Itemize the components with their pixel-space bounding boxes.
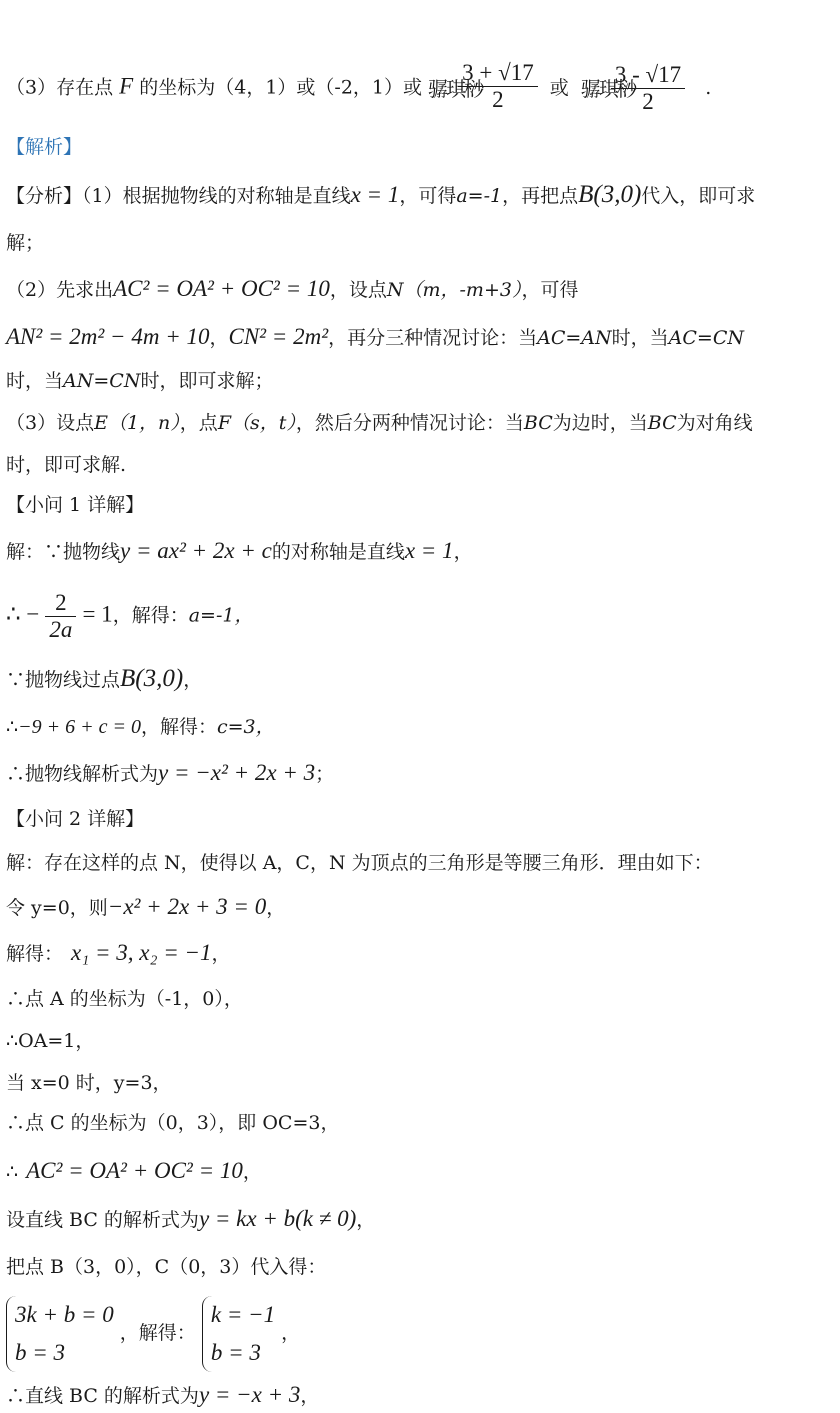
q1-step-2: ∴ − $\frac{2}{2a}$ = 1，解得：a=-1， [6,590,254,642]
q2-title: 【小问 2 详解】 [6,808,145,830]
q2-step-5: ∴OA=1， [6,1030,95,1052]
fraction-2-over-2a: $\frac{2}{2a}$ [45,590,76,643]
point-F: F [119,73,134,99]
analysis-line-2: 解； [6,232,45,254]
q2-step-11: 3k + b = 0 b = 3 ，解得： k = −1 b = 3 ， [6,1296,300,1372]
q2-step-4: ∴点 A 的坐标为（-1，0）， [6,988,243,1010]
q1-title: 【小问 1 详解】 [6,494,145,516]
q1-step-1: 解：∵抛物线y = ax² + 2x + c的对称轴是直线x = 1， [6,538,473,563]
q2-step-12: ∴直线 BC 的解析式为y = −x + 3， [6,1382,320,1407]
q1-step-4: ∴−9 + 6 + c = 0，解得：c=3， [6,716,275,738]
q1-step-3: ∵抛物线过点B(3,0)， [6,665,203,692]
fraction-minus: $\frac{3 - √17}{2}$ [611,62,685,115]
q2-step-6: 当 x=0 时，y=3， [6,1072,172,1094]
q2-step-7: ∴点 C 的坐标为（0，3），即 OC=3， [6,1112,340,1134]
q2-step-2: 令 y=0，则−x² + 2x + 3 = 0， [6,894,286,919]
analysis-line-4: AN² = 2m² − 4m + 10，CN² = 2m²，再分三种情况讨论：当AC=AN时，当AC=CN [6,324,744,349]
system-equations: 3k + b = 0 b = 3 [6,1296,114,1372]
analysis-line-6: （3）设点E（1，n），点F（s，t），然后分两种情况讨论：当BC为边时，当BC为对角线 [6,412,753,434]
jiexi-heading: 【解析】 [6,136,83,158]
q1-step-5: ∴抛物线解析式为y = −x² + 2x + 3； [6,760,335,785]
q2-step-1: 解：存在这样的点 N，使得以 A，C，N 为顶点的三角形是等腰三角形．理由如下： [6,852,713,874]
q2-step-9: 设直线 BC 的解析式为y = kx + b(k ≠ 0)， [6,1206,376,1231]
garbled-glyphs-2: 骣琪桫 [580,76,635,101]
system-solution: k = −1 b = 3 [202,1296,275,1372]
garbled-glyphs: 骣琪桫 [428,76,483,101]
q2-step-10: 把点 B（3，0），C（0，3）代入得： [6,1256,327,1278]
answer-3-line: （3）存在点 F 的坐标为（4，1）或（-2，1）或 骣琪桫 $\frac{3 + √17}{2}$ 或 骣琪桫 $\frac{3 - √17}{2}$ . [6,60,712,114]
analysis-line-1: 【分析】（1）根据抛物线的对称轴是直线x = 1，可得a=-1，再把点B(3,0)代入，即可求 [6,181,756,208]
analysis-line-5: 时，当AN=CN时，即可求解； [6,370,274,392]
analysis-line-7: 时，即可求解. [6,454,127,476]
analysis-line-3: （2）先求出AC² = OA² + OC² = 10，设点N（m，-m+3），可得 [6,276,579,301]
q2-step-8: ∴ AC² = OA² + OC² = 10， [6,1158,262,1183]
q2-step-3: 解得： x₁ = 3, x₂ = −1， [6,940,231,965]
fraction-plus: $\frac{3 + √17}{2}$ [458,60,538,113]
